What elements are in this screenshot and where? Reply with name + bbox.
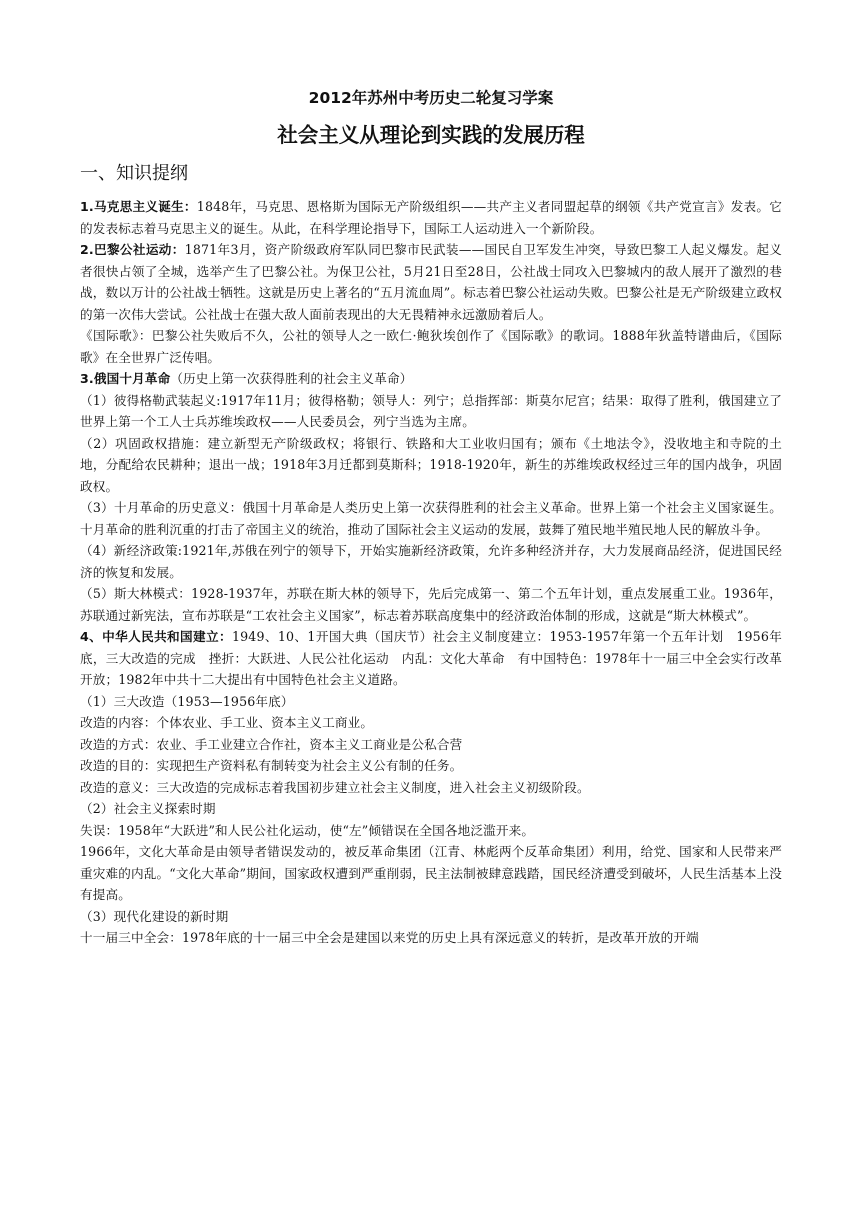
paragraph-reform-meaning: 改造的意义：三大改造的完成标志着我国初步建立社会主义制度，进入社会主义初级阶段。	[80, 779, 590, 795]
paragraph-label: 1.马克思主义诞生：	[80, 199, 197, 214]
paragraph-label: 3.俄国十月革命	[80, 371, 171, 386]
section-heading: 一、知识提纲	[80, 163, 188, 184]
paragraph-text: 1949、10、1开国大典（国庆节）社会主义制度建立：1953-1957年第一个五年计划 1956年底，三大改造的完成 挫折：大跃进、人民公社化运动 内乱：文化大革命 有中国特色：1978年十一届三中全会实行改革开放；1982年中共十二大提出有中国特色社会主义道路。	[80, 629, 782, 687]
paragraph-reform-goal: 改造的目的：实现把生产资料私有制转变为社会主义公有制的任务。	[80, 758, 463, 773]
paragraph-reform-method: 改造的方式：农业、手工业建立合作社，资本主义工商业是公私合营	[80, 736, 463, 752]
paragraph-third-plenum: 十一届三中全会：1978年底的十一届三中全会是建国以来党的历史上具有深远意义的转折，是改革开放的开端	[80, 930, 699, 945]
document-subtitle: 社会主义从理论到实践的发展历程	[277, 123, 585, 147]
paragraph-exploration: （2）社会主义探索时期	[80, 801, 216, 816]
paragraph-prc-founding	[80, 626, 782, 691]
document-page	[80, 88, 782, 949]
paragraph-stalin-model: （5）斯大林模式：1928-1937年，苏联在斯大林的领导下，先后完成第一、第二个五年计划，重点发展重工业。1936年，苏联通过新宪法，宣布苏联是“工农社会主义国家”，标志着苏联高度集中的经济政治体制的形成，这就是“斯大林模式”。	[80, 586, 782, 623]
document-title: 2012年苏州中考历史二轮复习学案	[308, 89, 554, 107]
paragraph-cultural-revolution: 1966年，文化大革命是由领导者错误发动的，被反革命集团（江青、林彪两个反革命集团）利用，给党、国家和人民带来严重灾难的内乱。“文化大革命”期间，国家政权遭到严重削弱，民主法制被肆意践踏，国民经济遭受到破坏，人民生活基本上没有提高。	[80, 844, 782, 902]
paragraph-paris-commune	[80, 239, 782, 325]
paragraph-marxism	[80, 196, 782, 239]
paragraph-text: 1848年，马克思、恩格斯为国际无产阶级组织——共产主义者同盟起草的纲领《共产党宣言》发表。它的发表标志着马克思主义的诞生。从此，在科学理论指导下，国际工人运动进入一个新阶段。	[80, 199, 782, 236]
paragraph-significance: （3）十月革命的历史意义：俄国十月革命是人类历史上第一次获得胜利的社会主义革命。世界上第一个社会主义国家诞生。十月革命的胜利沉重的打击了帝国主义的统治，推动了国际社会主义运动的发展，鼓舞了殖民地半殖民地人民的解放斗争。	[80, 500, 782, 537]
paragraph-nep: （4）新经济政策:1921年,苏俄在列宁的领导下，开始实施新经济政策，允许多种经济并存，大力发展商品经济，促进国民经济的恢复和发展。	[80, 543, 782, 580]
paragraph-text: （历史上第一次获得胜利的社会主义革命）	[170, 371, 413, 386]
paragraph-uprising: （1）彼得格勒武装起义:1917年11月；彼得格勒；领导人：列宁；总指挥部：斯莫尔尼宫；结果：取得了胜利，俄国建立了世界上第一个工人士兵苏维埃政权——人民委员会，列宁当选为主席。	[80, 392, 782, 429]
paragraph-three-reforms: （1）三大改造（1953—1956年底）	[80, 693, 294, 709]
paragraph-internationale: 《国际歌》：巴黎公社失败后不久，公社的领导人之一欧仁·鲍狄埃创作了《国际歌》的歌词。1888年狄盖特谱曲后，《国际歌》在全世界广泛传唱。	[80, 328, 782, 365]
paragraph-mistakes: 失误：1958年“大跃进”和人民公社化运动，使“左”倾错误在全国各地泛滥开来。	[80, 822, 535, 838]
paragraph-october-revolution	[80, 368, 782, 390]
paragraph-text: 1871年3月，资产阶级政府军队同巴黎市民武装——国民自卫军发生冲突，导致巴黎工人起义爆发。起义者很快占领了全城，选举产生了巴黎公社。为保卫公社，5月21日至28日，公社战士同攻入巴黎城内的敌人展开了激烈的巷战，数以万计的公社战士牺牲。这就是历史上著名的“五月流血周”。标志着巴黎公社运动失败。巴黎公社是无产阶级建立政权的第一次伟大尝试。公社战士在强大敌人面前表现出的大无畏精神永远激励着后人。	[80, 242, 782, 322]
paragraph-consolidation: （2）巩固政权措施：建立新型无产阶级政权；将银行、铁路和大工业收归国有；颁布《土地法令》，没收地主和寺院的土地，分配给农民耕种；退出一战；1918年3月迁都到莫斯科；1918-1920年，新生的苏维埃政权经过三年的国内战争，巩固政权。	[80, 435, 782, 494]
paragraph-label: 4、中华人民共和国建立：	[80, 629, 232, 644]
paragraph-modernization: （3）现代化建设的新时期	[80, 908, 229, 924]
paragraph-label: 2.巴黎公社运动：	[80, 242, 185, 257]
paragraph-reform-content: 改造的内容：个体农业、手工业、资本主义工商业。	[80, 715, 374, 730]
